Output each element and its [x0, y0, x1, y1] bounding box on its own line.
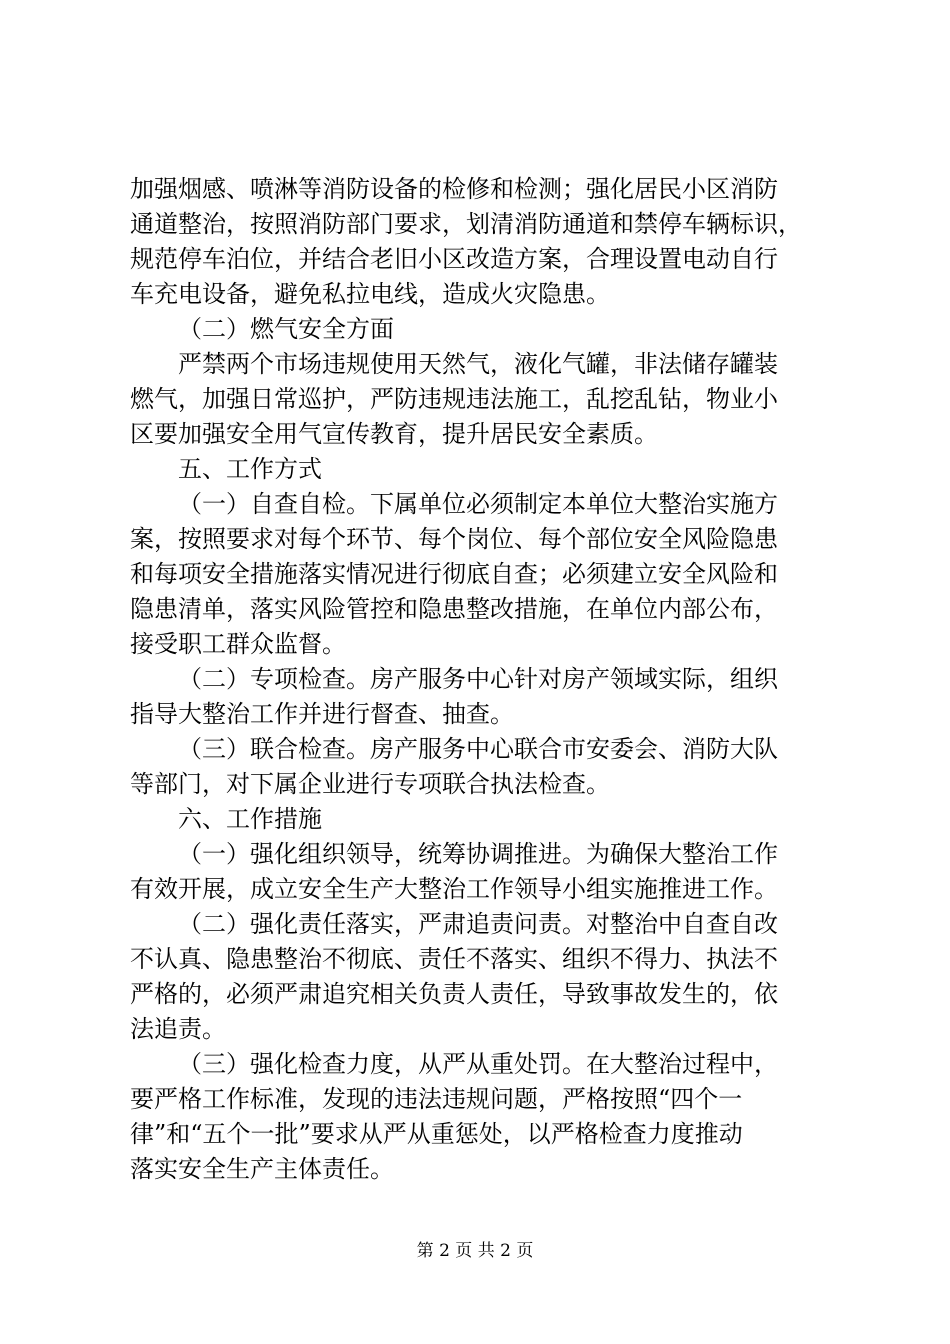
text-line: 燃气，加强日常巡护，严防违规违法施工，乱挖乱钻，物业小	[130, 385, 778, 413]
text-line: 区要加强安全用气宣传教育，提升居民安全素质。	[130, 420, 658, 448]
text-line: 和每项安全措施落实情况进行彻底自查；必须建立安全风险和	[130, 560, 778, 588]
text-line: 五、工作方式	[178, 455, 322, 483]
page-footer	[0, 1240, 950, 1262]
text-line: 指导大整治工作并进行督查、抽查。	[130, 700, 514, 728]
text-line: 六、工作措施	[178, 805, 322, 833]
text-line: 案，按照要求对每个环节、每个岗位、每个部位安全风险隐患	[130, 525, 778, 553]
text-line: 要严格工作标准，发现的违法违规问题，严格按照“四个一	[130, 1085, 743, 1113]
text-line: （一）强化组织领导，统筹协调推进。为确保大整治工作	[178, 840, 778, 868]
text-line: 律”和“五个一批”要求从严从重惩处，以严格检查力度推动	[130, 1120, 743, 1148]
text-line: 接受职工群众监督。	[130, 630, 346, 658]
text-line: （一）自查自检。下属单位必须制定本单位大整治实施方	[178, 490, 778, 518]
text-line: 不认真、隐患整治不彻底、责任不落实、组织不得力、执法不	[130, 945, 778, 973]
text-line: （二）强化责任落实，严肃追责问责。对整治中自查自改	[178, 910, 778, 938]
page-number-label: 第 2 页 共 2 页	[416, 1241, 534, 1261]
text-line: 严禁两个市场违规使用天然气，液化气罐，非法储存罐装	[178, 350, 778, 378]
text-line: 隐患清单，落实风险管控和隐患整改措施，在单位内部公布，	[130, 595, 778, 623]
text-line: 落实安全生产主体责任。	[130, 1155, 394, 1183]
text-line: （三）强化检查力度，从严从重处罚。在大整治过程中，	[178, 1050, 778, 1078]
text-line: 法追责。	[130, 1015, 226, 1043]
text-line: 有效开展，成立安全生产大整治工作领导小组实施推进工作。	[130, 875, 778, 903]
document-body	[130, 172, 830, 1187]
text-line: 严格的，必须严肃追究相关负责人责任，导致事故发生的，依	[130, 980, 778, 1008]
text-line: 通道整治，按照消防部门要求，划清消防通道和禁停车辆标识，	[130, 210, 802, 238]
text-line: 等部门，对下属企业进行专项联合执法检查。	[130, 770, 610, 798]
text-line: 车充电设备，避免私拉电线，造成火灾隐患。	[130, 280, 610, 308]
text-line: 加强烟感、喷淋等消防设备的检修和检测；强化居民小区消防	[130, 175, 778, 203]
text-line: （二）燃气安全方面	[178, 315, 394, 343]
text-line: （二）专项检查。房产服务中心针对房产领域实际，组织	[178, 665, 778, 693]
text-line: 规范停车泊位，并结合老旧小区改造方案，合理设置电动自行	[130, 245, 778, 273]
text-line: （三）联合检查。房产服务中心联合市安委会、消防大队	[178, 735, 778, 763]
